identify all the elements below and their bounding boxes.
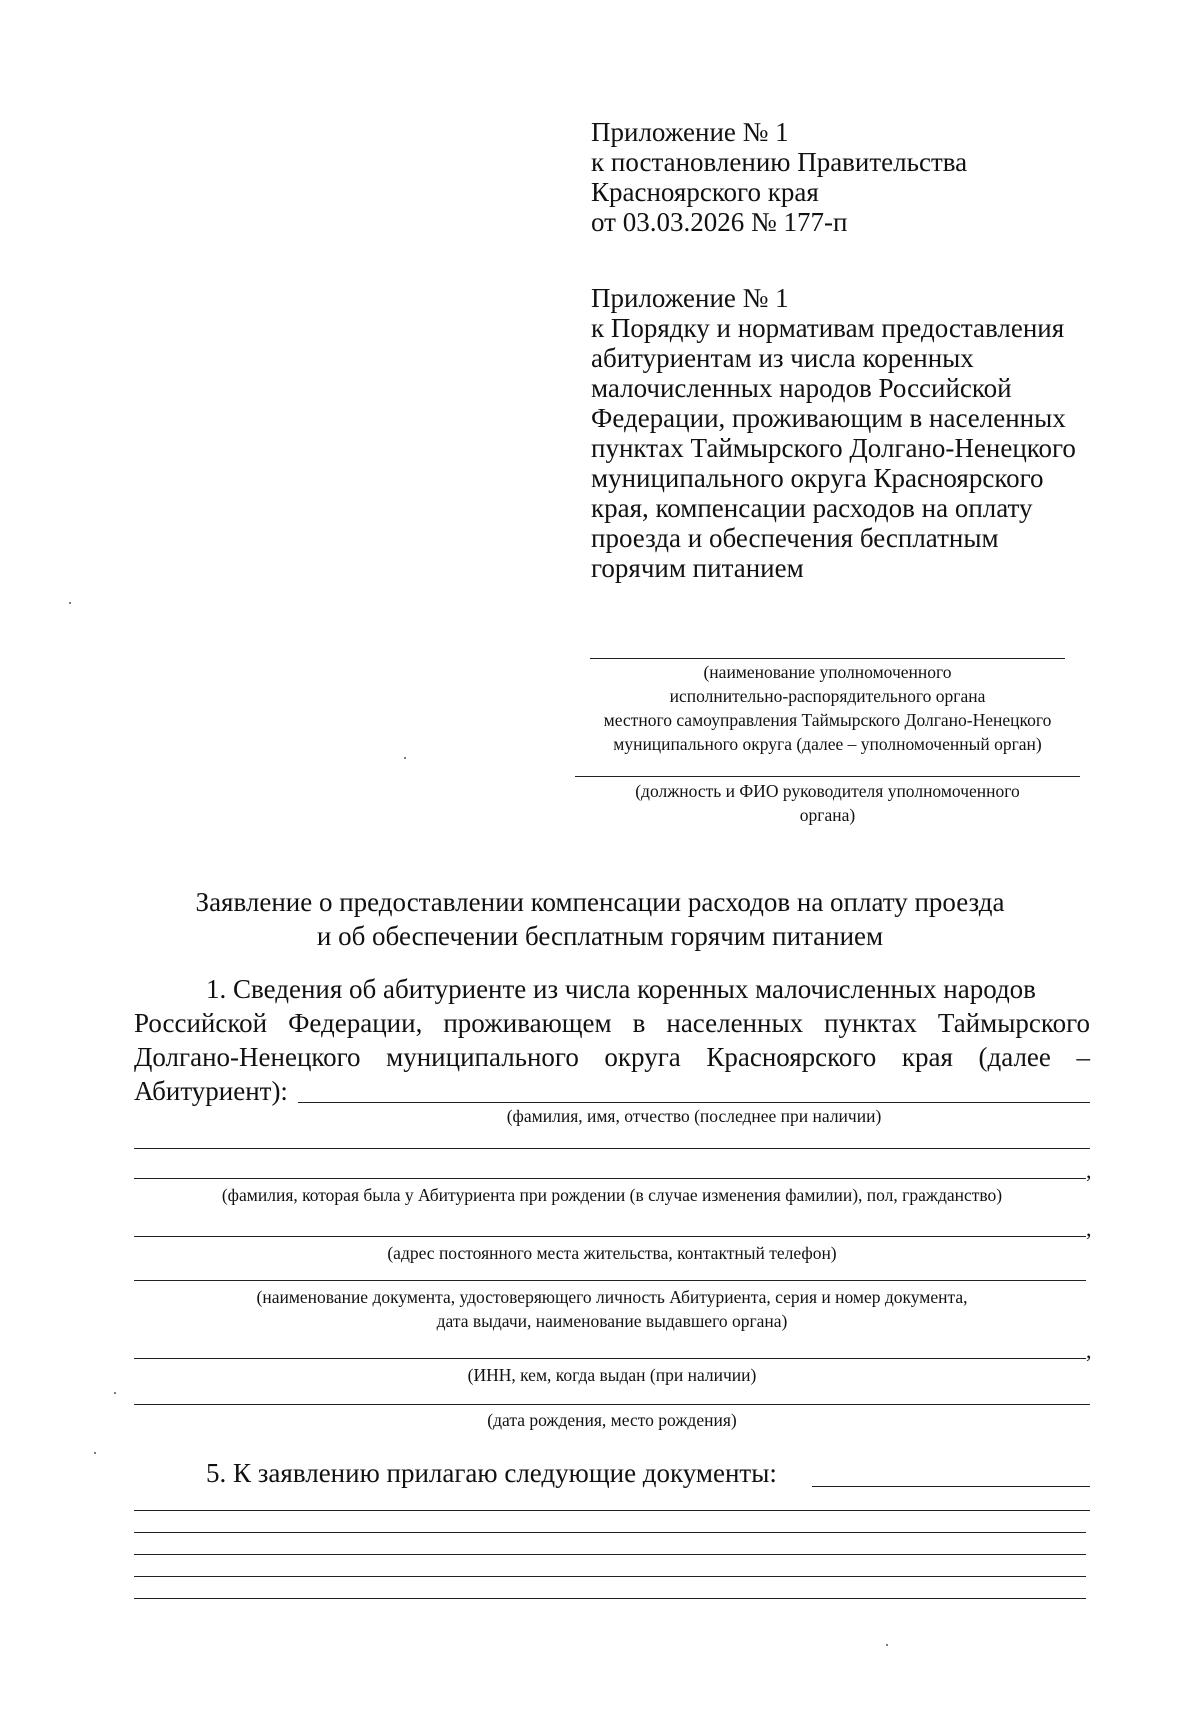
section1-line-2: Российской Федерации, проживающем в населенных пунктах Таймырского	[134, 1008, 1090, 1038]
scan-speck	[886, 1644, 888, 1646]
header-line: Приложение № 1	[591, 283, 789, 313]
documents-fill-line	[812, 1486, 1090, 1487]
birth-input-line	[134, 1404, 1090, 1405]
scan-speck	[94, 1452, 96, 1454]
header-line: от 03.03.2026 № 177-п	[591, 207, 848, 237]
id-doc-caption-1: (наименование документа, удостоверяющего личность Абитуриента, серия и номер документа,	[256, 1287, 968, 1307]
fill-line	[134, 1148, 1090, 1149]
head-caption-1: (должность и ФИО руководителя уполномоченного	[635, 781, 1020, 801]
organ-caption-1: (наименование уполномоченного	[703, 662, 952, 682]
fill-line	[134, 1178, 1086, 1179]
header-line: Федерации, проживающим в населенных	[591, 403, 1066, 433]
header-line: проезда и обеспечения бесплатным	[591, 523, 999, 553]
documents-fill-line	[134, 1576, 1086, 1577]
section5-label: 5. К заявлению прилагаю следующие документы:	[206, 1458, 777, 1488]
header-line: края, компенсации расходов на оплату	[591, 493, 1033, 523]
fio-input-line	[298, 1102, 1090, 1103]
id-doc-caption-2: дата выдачи, наименование выдавшего органа)	[436, 1311, 788, 1331]
section1-label-abiturient: Абитуриент):	[134, 1076, 288, 1106]
scan-speck	[69, 602, 71, 604]
comma: ,	[1086, 1338, 1092, 1363]
scan-speck	[114, 1392, 116, 1394]
comma: ,	[1086, 1158, 1092, 1183]
header-line: горячим питанием	[591, 553, 804, 583]
organ-name-line	[590, 658, 1065, 659]
address-caption: (адрес постоянного места жительства, контактный телефон)	[387, 1243, 837, 1263]
documents-fill-line	[134, 1554, 1086, 1555]
header-line: к постановлению Правительства	[591, 147, 968, 177]
organ-caption-3: местного самоуправления Таймырского Долгано-Ненецкого	[603, 710, 1052, 730]
header-line: Красноярского края	[591, 177, 819, 207]
header-line: малочисленных народов Российской	[591, 373, 1012, 403]
fio-caption: (фамилия, имя, отчество (последнее при наличии)	[506, 1106, 882, 1126]
documents-fill-line	[134, 1598, 1086, 1599]
header-line: к Порядку и нормативам предоставления	[591, 313, 1065, 343]
birth-caption: (дата рождения, место рождения)	[487, 1410, 737, 1430]
documents-fill-line	[134, 1532, 1086, 1533]
section1-line-3: Долгано-Ненецкого муниципального округа Красноярского края (далее –	[134, 1042, 1090, 1072]
organ-caption-4: муниципального округа (далее – уполномоченный орган)	[613, 734, 1042, 754]
appendix-header-1	[591, 117, 967, 237]
header-line: муниципального округа Красноярского	[591, 463, 1044, 493]
appendix-header-2	[591, 283, 1076, 583]
address-input-line	[134, 1236, 1086, 1237]
documents-fill-line	[134, 1510, 1090, 1511]
header-line: абитуриентам из числа коренных	[591, 343, 974, 373]
header-line: пунктах Таймырского Долгано-Ненецкого	[591, 433, 1076, 463]
inn-caption: (ИНН, кем, когда выдан (при наличии)	[467, 1365, 757, 1385]
head-caption-2: органа)	[799, 805, 856, 825]
comma: ,	[1086, 1216, 1092, 1241]
head-name-line	[575, 776, 1080, 777]
birth-name-caption: (фамилия, которая была у Абитуриента при рождении (в случае изменения фамилии), пол, гражданство)	[221, 1185, 1003, 1205]
organ-caption-2: исполнительно-распорядительного органа	[669, 686, 986, 706]
scan-speck	[404, 757, 406, 759]
id-doc-input-line	[134, 1280, 1086, 1281]
section1-line-1: 1. Сведения об абитуриенте из числа коренных малочисленных народов	[206, 974, 1036, 1004]
application-title-line-1: Заявление о предоставлении компенсации расходов на оплату проезда	[195, 887, 1005, 917]
inn-input-line	[134, 1358, 1086, 1359]
header-line: Приложение № 1	[591, 117, 789, 147]
application-title-line-2: и об обеспечении бесплатным горячим питанием	[316, 921, 884, 951]
